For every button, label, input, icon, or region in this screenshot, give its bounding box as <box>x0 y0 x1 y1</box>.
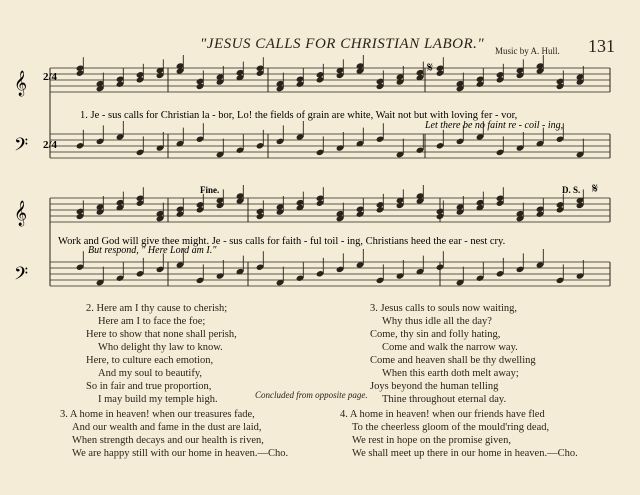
segno-icon-1: 𝄋 <box>427 61 434 76</box>
verse-line: We shall meet up there in our home in heaven.—Cho. <box>352 448 578 459</box>
response-line-2: But respond, " Here Lord am I." <box>88 245 217 256</box>
page-number: 131 <box>588 36 615 56</box>
verse-line: To the cheerless gloom of the mould'ring dead, <box>352 422 550 433</box>
verse-line: And my soul to beautify, <box>98 368 203 379</box>
verse-line: So in fair and true proportion, <box>86 381 212 392</box>
verse-line: 3. A home in heaven! when our treasures fade, <box>60 409 255 420</box>
verse-line: And our wealth and fame in the dust are laid, <box>72 422 262 433</box>
ds-marking: D. S. <box>562 185 581 195</box>
lyric-line-2: Work and God will give thee might. Je - sus calls for faith - ful toil - ing, Christians heed the ear - nest cry. <box>58 236 506 247</box>
verse-line: Who delight thy law to know. <box>98 342 223 353</box>
verse-line: Here to show that none shall perish, <box>86 329 237 340</box>
verse-line: Come, thy sin and folly hating, <box>370 329 501 340</box>
verse-line: Here, to culture each emotion, <box>86 355 214 366</box>
treble-clef-2: 𝄞 <box>14 200 28 225</box>
verse-line: When strength decays and our health is riven, <box>72 435 264 446</box>
verse-line: I may build my temple high. <box>98 394 218 405</box>
lyric-line-1: 1. Je - sus calls for Christian la - bor, Lo! the fields of grain are white, Wait not but with loving fer - vor, <box>80 110 518 121</box>
segno-icon-2: 𝄋 <box>592 182 599 197</box>
verse-line: 3. Jesus calls to souls now waiting, <box>370 303 517 314</box>
verse-line: Joys beyond the human telling <box>370 381 499 392</box>
time-signature-bass: 2/4 <box>43 139 58 151</box>
verse-line: We rest in hope on the promise given, <box>352 435 511 446</box>
bass-clef-2: 𝄢 <box>14 263 29 288</box>
concluded-note: Concluded from opposite page. <box>255 390 368 400</box>
verse-line: Why thus idle all the day? <box>382 316 492 327</box>
verse-line: 2. Here am I thy cause to cherish; <box>86 303 228 314</box>
verse-line: Thine throughout eternal day. <box>382 394 507 405</box>
continued-verse-4 <box>340 408 578 460</box>
response-line-1: Let there be no faint re - coil - ing, <box>425 120 564 131</box>
verse-line: When this earth doth melt away; <box>382 368 519 379</box>
verse-2 <box>86 302 237 406</box>
verse-line: Come and walk the narrow way. <box>382 342 518 353</box>
treble-clef-1: 𝄞 <box>14 70 28 95</box>
composer-credit: Music by A. Hull. <box>495 46 560 56</box>
hymn-title: "JESUS CALLS FOR CHRISTIAN LABOR." <box>200 36 485 52</box>
verse-line: Here am I to face the foe; <box>98 316 206 327</box>
bass-clef-1: 𝄢 <box>14 134 29 159</box>
verse-line: Come and heaven shall be thy dwelling <box>370 355 536 366</box>
continued-verse-3 <box>60 408 288 460</box>
verse-line: We are happy still with our home in heaven.—Cho. <box>72 448 289 459</box>
time-signature-treble: 2/4 <box>43 71 58 83</box>
verse-3 <box>370 302 536 406</box>
verse-line: 4. A home in heaven! when our friends have fled <box>340 409 545 420</box>
fine-marking: Fine. <box>200 185 220 195</box>
